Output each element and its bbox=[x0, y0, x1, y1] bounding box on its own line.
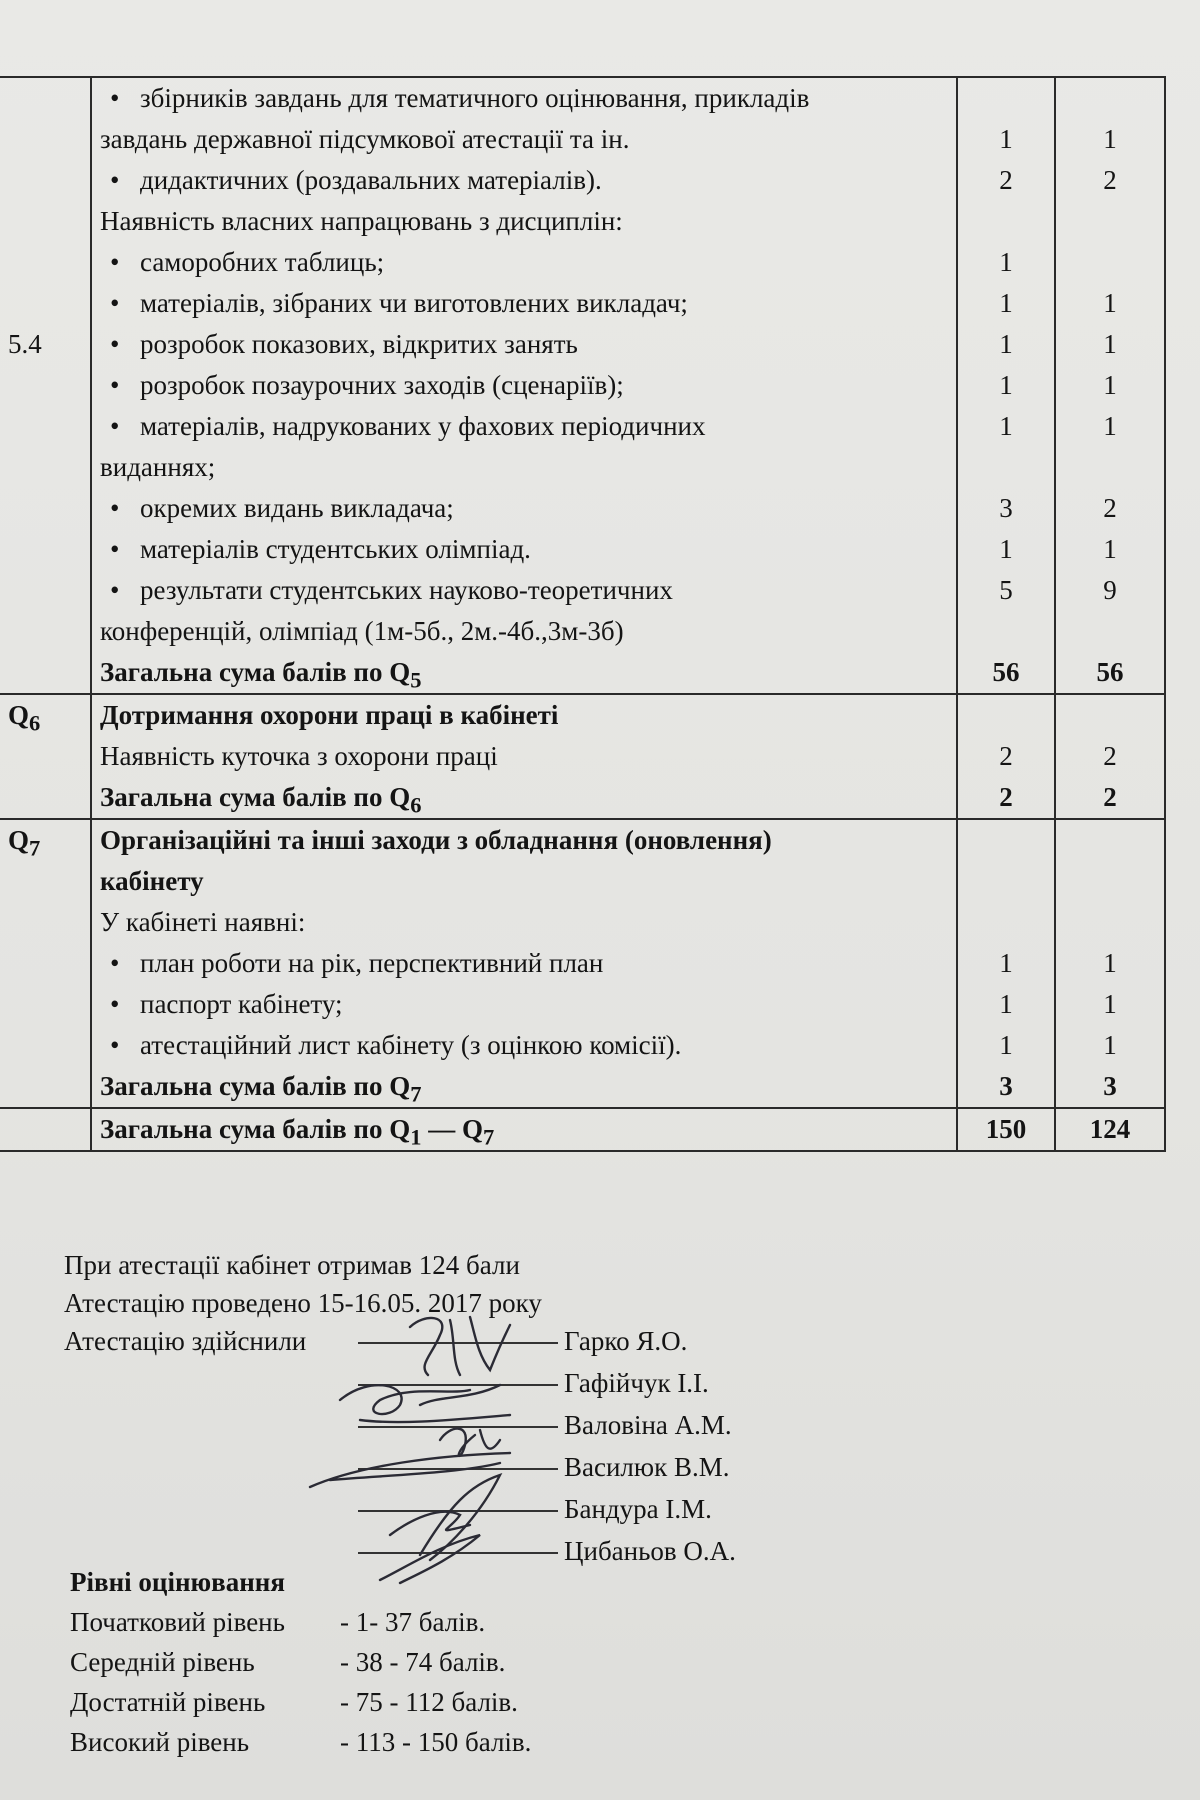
q7-intro: У кабінеті наявні: bbox=[100, 907, 306, 937]
actual-score bbox=[1056, 242, 1164, 283]
max-score: 5 bbox=[999, 575, 1013, 605]
grand-total-row bbox=[0, 1108, 1165, 1151]
max-score bbox=[958, 78, 1054, 119]
signatory-line: Василюк В.М. bbox=[358, 1448, 729, 1486]
signatory-line: Гафійчук І.І. bbox=[358, 1364, 709, 1402]
level-item: Середній рівень - 38 - 74 балів. bbox=[70, 1647, 506, 1677]
actual-score: 1 bbox=[1103, 411, 1117, 441]
q6-label: $Q_6$ bbox=[8, 700, 41, 736]
section-5-4-line: конференцій, олімпіад (1м-5б., 2м.-4б.,3м-3б) bbox=[100, 616, 624, 646]
max-score: 1 bbox=[999, 247, 1013, 277]
section-5-total-actual: 56 bbox=[1096, 657, 1124, 687]
section-5-4-line: • саморобних таблиць; bbox=[100, 242, 948, 283]
q7-item-actual: 1 bbox=[1103, 948, 1117, 978]
q6-title: Дотримання охорони праці в кабінеті bbox=[100, 700, 559, 730]
q7-item: • план роботи на рік, перспективний план bbox=[100, 943, 948, 984]
assessment-levels bbox=[70, 1562, 531, 1762]
performed-by-label: Атестацію здійснили bbox=[64, 1326, 307, 1356]
section-5-4-line: • збірників завдань для тематичного оцінювання, прикладів bbox=[100, 78, 948, 119]
q7-item: • атестаційний лист кабінету (з оцінкою комісії). bbox=[100, 1025, 948, 1066]
section-5-4-line: виданнях; bbox=[100, 452, 216, 482]
actual-score: 1 bbox=[1103, 288, 1117, 318]
q7-title-2: кабінету bbox=[100, 866, 204, 896]
max-score: 1 bbox=[999, 534, 1013, 564]
max-scores bbox=[958, 78, 1054, 652]
actual-score: 1 bbox=[1103, 124, 1117, 154]
actual-score: 1 bbox=[1103, 370, 1117, 400]
signatory-line: Бандура І.М. bbox=[358, 1490, 712, 1528]
max-score bbox=[958, 201, 1054, 242]
signatory-line: Гарко Я.О. bbox=[358, 1322, 687, 1360]
q7-item-actual: 1 bbox=[1103, 989, 1117, 1019]
actual-score bbox=[1056, 611, 1164, 652]
q7-total-label: Загальна сума балів по $Q_7$ bbox=[100, 1071, 422, 1107]
section-5-total-label: Загальна сума балів по $Q_5$ bbox=[100, 657, 422, 693]
grand-total-label: Загальна сума балів по $Q_1$ — $Q_7$ bbox=[100, 1114, 495, 1150]
max-score bbox=[958, 447, 1054, 488]
actual-score bbox=[1056, 201, 1164, 242]
actual-score-cell bbox=[1055, 77, 1165, 694]
row-label: 5.4 bbox=[8, 329, 42, 359]
section-5-4-row bbox=[0, 77, 1165, 694]
signatory-line: Валовіна А.М. bbox=[358, 1406, 732, 1444]
level-item: Початковий рівень - 1- 37 балів. bbox=[70, 1607, 486, 1637]
max-score: 1 bbox=[999, 329, 1013, 359]
q7-row bbox=[0, 819, 1165, 1108]
q6-row bbox=[0, 694, 1165, 819]
actual-score: 1 bbox=[1103, 534, 1117, 564]
section-5-4-lines bbox=[100, 78, 948, 652]
actual-score: 2 bbox=[1103, 493, 1117, 523]
actual-score: 2 bbox=[1103, 165, 1117, 195]
q7-item: • паспорт кабінету; bbox=[100, 984, 948, 1025]
q7-item-actual: 1 bbox=[1103, 1030, 1117, 1060]
q7-item-max: 1 bbox=[999, 1030, 1013, 1060]
max-score: 1 bbox=[999, 124, 1013, 154]
section-5-4-line: • матеріалів, зібраних чи виготовлених викладач; bbox=[100, 283, 948, 324]
actual-scores bbox=[1056, 78, 1164, 652]
max-score: 1 bbox=[999, 370, 1013, 400]
levels-title: Рівні оцінювання bbox=[70, 1567, 285, 1597]
max-score: 3 bbox=[999, 493, 1013, 523]
conducted-line: Атестацію проведено 15-16.05. 2017 року bbox=[64, 1288, 542, 1318]
max-score: 1 bbox=[999, 288, 1013, 318]
q6-item-max: 2 bbox=[999, 741, 1013, 771]
signatory-line: Цибаньов О.А. bbox=[358, 1532, 736, 1570]
handwritten-signatures bbox=[300, 1305, 580, 1585]
max-score: 1 bbox=[999, 411, 1013, 441]
q6-item: Наявність куточка з охорони праці bbox=[100, 741, 498, 771]
q7-label: $Q_7$ bbox=[8, 825, 41, 861]
q7-title-1: Організаційні та інші заходи з обладнання (оновлення) bbox=[100, 825, 772, 855]
result-line: При атестації кабінет отримав 124 бали bbox=[64, 1250, 520, 1280]
section-5-4-line: • результати студентських науково-теоретичних bbox=[100, 570, 948, 611]
q7-item-max: 1 bbox=[999, 948, 1013, 978]
level-item: Високий рівень - 113 - 150 балів. bbox=[70, 1727, 532, 1757]
actual-score: 1 bbox=[1103, 329, 1117, 359]
section-5-total-max: 56 bbox=[992, 657, 1020, 687]
q7-item-max: 1 bbox=[999, 989, 1013, 1019]
actual-score: 9 bbox=[1103, 575, 1117, 605]
section-5-4-line: • матеріалів студентських олімпіад. bbox=[100, 529, 948, 570]
section-5-4-line: Наявність власних напрацювань з дисциплін: bbox=[100, 206, 623, 236]
section-5-4-line: • дидактичних (роздавальних матеріалів). bbox=[100, 160, 948, 201]
q7-total-max: 3 bbox=[999, 1071, 1013, 1101]
q6-item-actual: 2 bbox=[1103, 741, 1117, 771]
section-5-4-line: • розробок показових, відкритих занять bbox=[100, 324, 948, 365]
max-score: 2 bbox=[999, 165, 1013, 195]
actual-score bbox=[1056, 447, 1164, 488]
level-item: Достатній рівень - 75 - 112 балів. bbox=[70, 1687, 518, 1717]
actual-score bbox=[1056, 78, 1164, 119]
max-score-cell bbox=[957, 77, 1055, 694]
content-cell bbox=[91, 77, 957, 694]
section-5-4-line: • окремих видань викладача; bbox=[100, 488, 948, 529]
q6-total-label: Загальна сума балів по $Q_6$ bbox=[100, 782, 422, 818]
grand-total-actual: 124 bbox=[1089, 1114, 1131, 1144]
section-5-4-line: завдань державної підсумкової атестації та ін. bbox=[100, 124, 630, 154]
section-5-4-line: • матеріалів, надрукованих у фахових періодичних bbox=[100, 406, 948, 447]
row-label-cell bbox=[0, 77, 91, 694]
grand-total-max: 150 bbox=[985, 1114, 1027, 1144]
assessment-table bbox=[0, 76, 1166, 1152]
q6-total-actual: 2 bbox=[1103, 782, 1117, 812]
q7-total-actual: 3 bbox=[1103, 1071, 1117, 1101]
section-5-4-line: • розробок позаурочних заходів (сценаріїв); bbox=[100, 365, 948, 406]
q6-total-max: 2 bbox=[999, 782, 1013, 812]
max-score bbox=[958, 611, 1054, 652]
